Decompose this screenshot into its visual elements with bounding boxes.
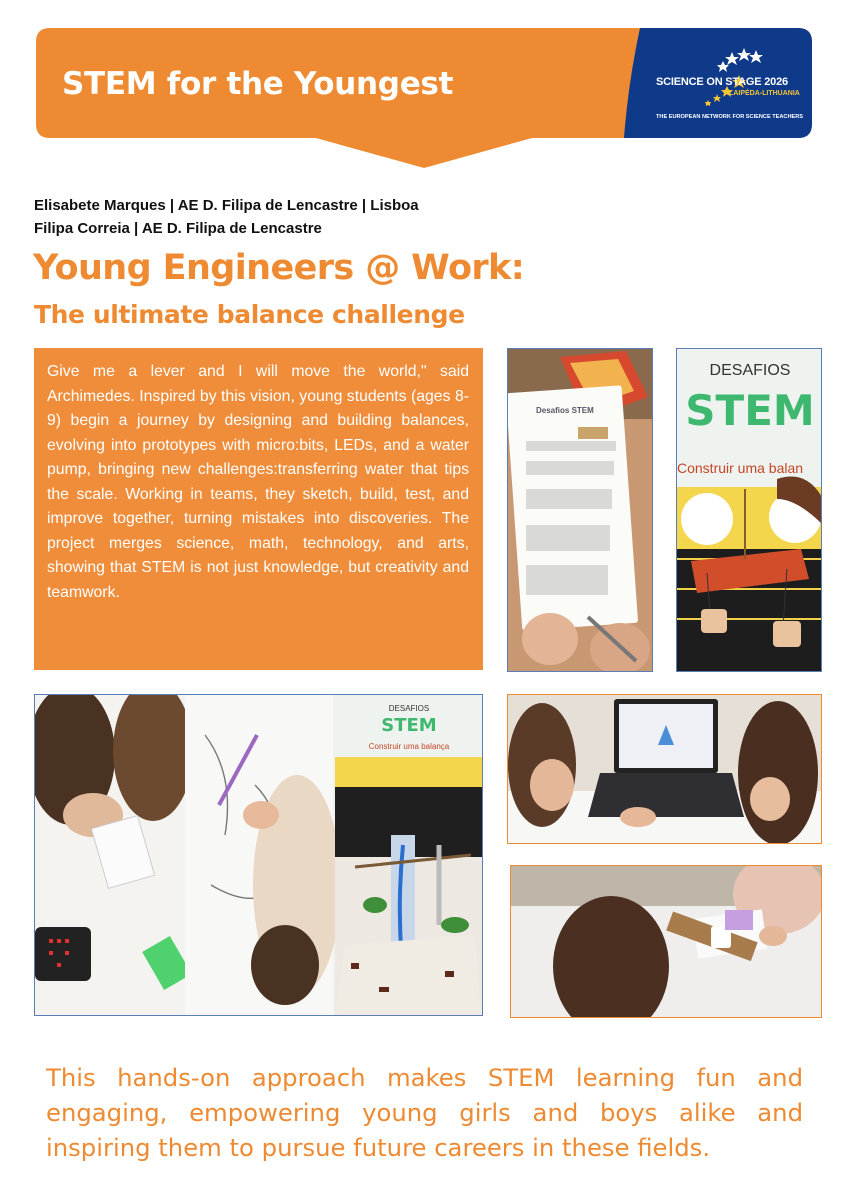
banner-title: STEM for the Youngest xyxy=(62,66,454,102)
photo-teamwork xyxy=(510,865,822,1018)
logo-location: KLAIPĖDA-LITHUANIA xyxy=(724,90,800,97)
collage-screen-title: DESAFIOS xyxy=(388,704,430,713)
page-subtitle: The ultimate balance challenge xyxy=(34,300,465,329)
photo-laptop xyxy=(507,694,822,844)
header-banner xyxy=(36,28,812,168)
screen-title: DESAFIOS xyxy=(709,362,791,379)
screen-caption: Construir uma balan xyxy=(677,460,804,476)
closing-statement: This hands-on approach makes STEM learning fun and engaging, empowering young girls and boys alike and inspiring them to pursue future careers in these fields. xyxy=(46,1063,803,1162)
intro-text-box: Give me a lever and I will move the world," said Archimedes. Inspired by this vision, young students (ages 8-9) begin a journey by designing and building balances, evolving into prototypes with micro:bits, LEDs, and a water pump, bringing new challenges:transferring water that tips the scale. Working in teams, they sketch, build, test, and improve together, turning mistakes into discoveries. The project merges science, math, technology, and arts, showing that STEM is not just knowledge, but creativity and teamwork. xyxy=(34,348,483,670)
authors xyxy=(34,194,419,240)
logo-name: SCIENCE ON STAGE 2026 xyxy=(656,76,788,88)
page-title: Young Engineers @ Work: xyxy=(33,248,525,288)
screen-big-text: STEM xyxy=(685,386,815,435)
science-on-stage-logo xyxy=(640,28,812,138)
worksheet-sign: Desafios STEM xyxy=(536,406,594,415)
collage-screen-caption: Construir uma balança xyxy=(368,742,450,751)
logo-tagline: THE EUROPEAN NETWORK FOR SCIENCE TEACHERS xyxy=(656,114,803,120)
author-line: Elisabete Marques | AE D. Filipa de Lencastre | Lisboa xyxy=(34,197,419,214)
author-line: Filipa Correia | AE D. Filipa de Lencastre xyxy=(34,220,322,237)
collage-screen-big: STEM xyxy=(381,715,437,736)
photo-worksheet xyxy=(507,348,653,672)
photo-collage xyxy=(34,694,483,1016)
photo-screen-balance xyxy=(676,348,822,672)
